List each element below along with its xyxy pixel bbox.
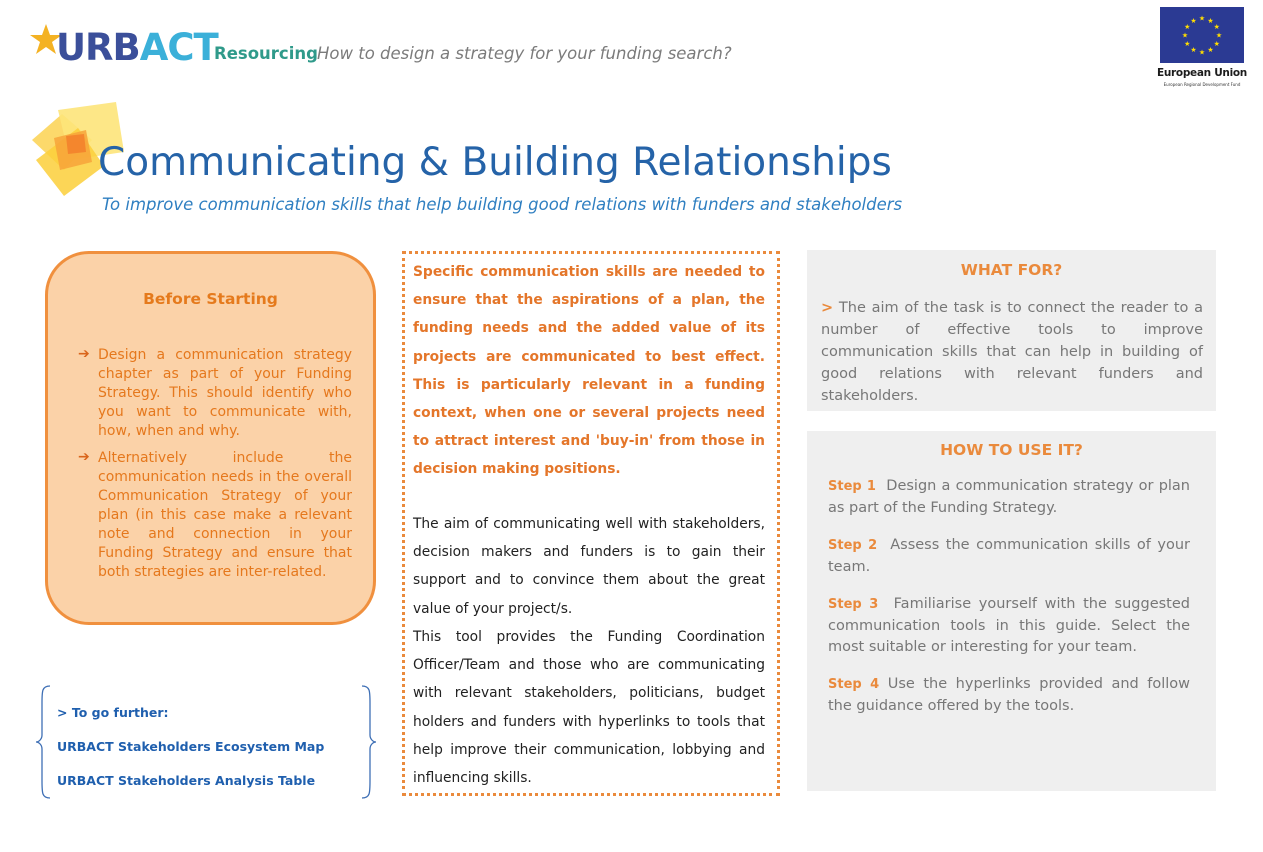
- step-text: Design a communication strategy or plan as part of the Funding Strategy.: [828, 478, 1190, 516]
- bullet-text: Design a communication strategy chapter as part of your Funding Strategy. This should identify who you want to communicate with, how, when and why.: [98, 347, 352, 439]
- stakeholders-ecosystem-map-link[interactable]: URBACT Stakeholders Ecosystem Map: [57, 739, 325, 754]
- what-for-title: WHAT FOR?: [960, 261, 1063, 279]
- step-item: [828, 535, 1190, 578]
- marker-icon: >: [821, 300, 834, 316]
- eu-name: European Union: [1157, 67, 1247, 79]
- svg-text:★: ★: [1207, 16, 1214, 25]
- svg-text:★: ★: [1190, 16, 1197, 25]
- svg-text:★: ★: [1184, 40, 1191, 48]
- svg-text:★: ★: [1184, 23, 1191, 31]
- step-label: Step 4: [828, 677, 880, 692]
- intro-text-box: [402, 251, 780, 796]
- svg-text:★: ★: [1198, 48, 1206, 57]
- urbact-logo: [28, 22, 218, 72]
- svg-text:★: ★: [1198, 14, 1206, 23]
- before-starting-title: Before Starting: [143, 290, 278, 308]
- eu-flag-icon: [1160, 7, 1244, 63]
- step-item: [828, 674, 1190, 717]
- bullet-text: Alternatively include the communication needs in the overall Communication Strategy of your plan (in this case make a relevant note and connection in your Funding Strategy and ensure that both strategies are inter-related.: [98, 450, 352, 580]
- eu-logo: [1156, 7, 1248, 89]
- logo-wordmark: URBACT: [56, 26, 218, 69]
- before-starting-panel: [45, 251, 376, 625]
- intro-paragraph: The aim of communicating well with stakeholders, decision makers and funders is to gain their support and to convince them about the great value of your project/s.: [413, 516, 765, 617]
- what-for-panel: [807, 250, 1216, 411]
- eu-fund: European Regional Development Fund: [1163, 82, 1241, 87]
- step-text: Use the hyperlinks provided and follow the guidance offered by the tools.: [828, 676, 1191, 714]
- svg-text:★: ★: [1215, 31, 1223, 40]
- what-for-text: [821, 297, 1203, 407]
- arrow-right-icon: ➔: [78, 449, 90, 465]
- svg-text:★: ★: [1181, 31, 1189, 40]
- further-reading-box: [34, 683, 380, 801]
- svg-text:★: ★: [1190, 46, 1197, 55]
- arrow-right-icon: ➔: [78, 346, 90, 362]
- intro-highlight: Specific communication skills are needed to ensure that the aspirations of a plan, the funding needs and the added value of its projects are communicated to best effect. This is particularly relevant in a funding context, when one or several projects need to attract interest and 'buy-in' from those in decision making positions.: [413, 264, 765, 478]
- step-text: Assess the communication skills of your team.: [828, 537, 1190, 575]
- step-label: Step 3: [828, 597, 879, 612]
- step-item: [828, 594, 1190, 659]
- stakeholders-analysis-table-link[interactable]: URBACT Stakeholders Analysis Table: [57, 773, 316, 788]
- page-title: Communicating & Building Relationships: [98, 140, 892, 185]
- intro-paragraph: This tool provides the Funding Coordination Officer/Team and those who are communicating with relevant stakeholders, politicians, budget holders and funders with hyperlinks to tools that help improve their communication, lobbying and influencing skills.: [413, 629, 765, 787]
- what-for-body: The aim of the task is to connect the reader to a number of effective tools to improve communication skills that can help in building of good relations with relevant funders and stakeholders.: [821, 300, 1204, 404]
- svg-text:★: ★: [1207, 46, 1214, 55]
- step-text: Familiarise yourself with the suggested communication tools in this guide. Select the most suitable or interesting for your team.: [828, 596, 1190, 655]
- step-item: [828, 476, 1190, 519]
- section-label: Resourcing: [214, 44, 318, 63]
- svg-text:★: ★: [1213, 40, 1220, 48]
- how-to-use-title: HOW TO USE IT?: [940, 441, 1083, 459]
- svg-text:★: ★: [1213, 23, 1220, 31]
- section-question: How to design a strategy for your funding search?: [317, 44, 732, 63]
- how-to-use-panel: [807, 431, 1216, 791]
- step-label: Step 1: [828, 479, 876, 494]
- further-title: > To go further:: [57, 705, 169, 720]
- step-label: Step 2: [828, 538, 878, 553]
- page-subtitle: To improve communication skills that help building good relations with funders and stakeholders: [102, 195, 903, 214]
